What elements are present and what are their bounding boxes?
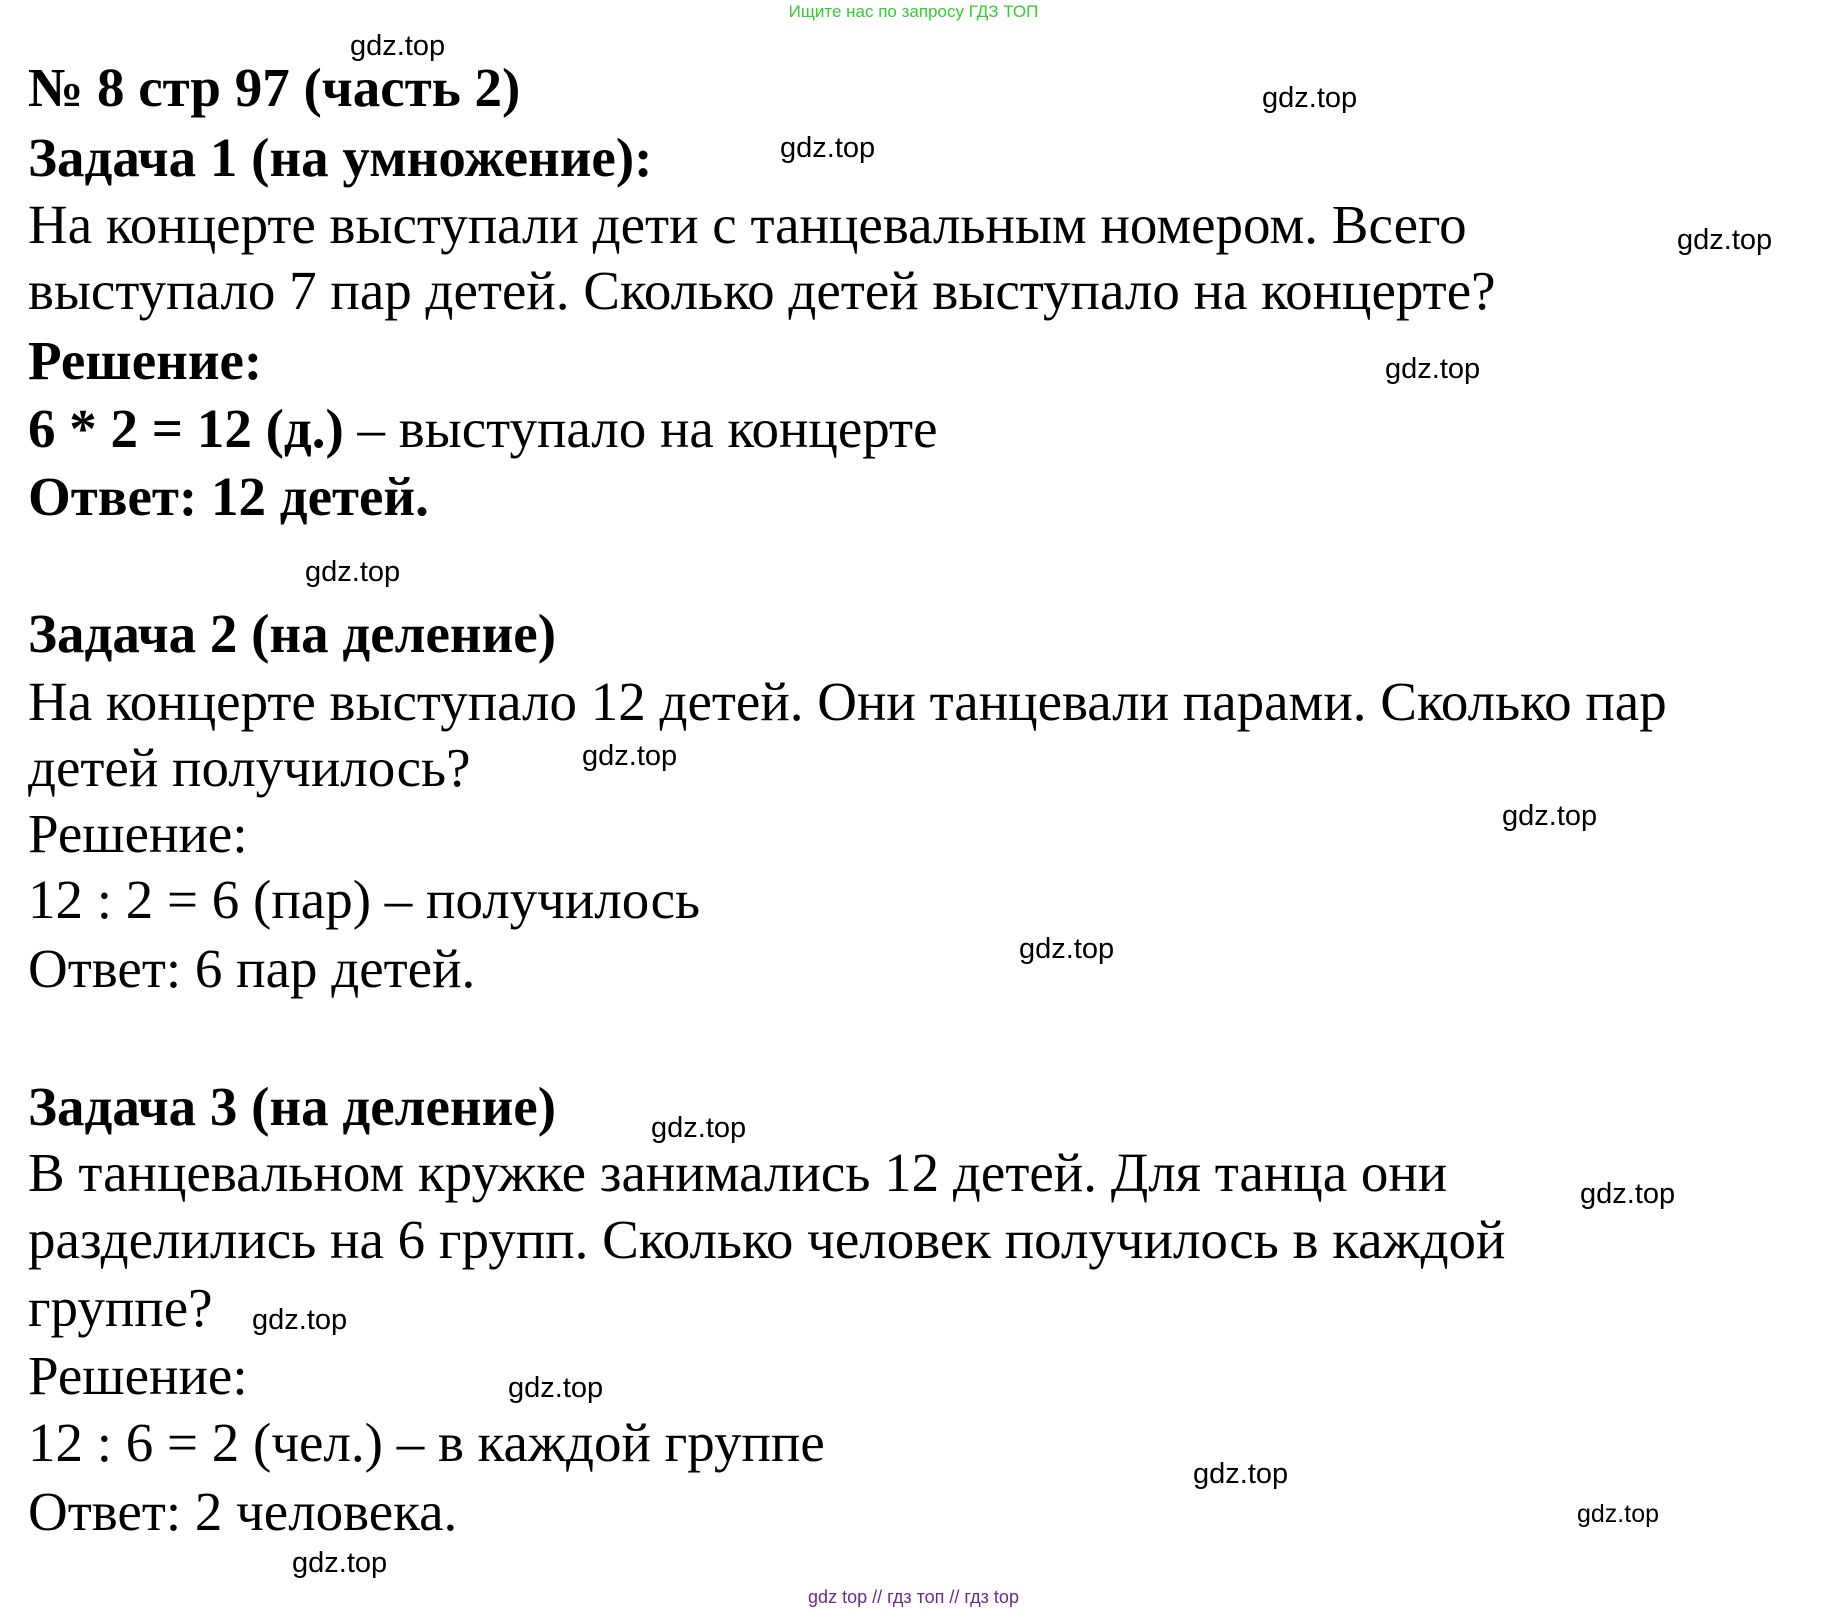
task1-text-line1: На концерте выступали дети с танцевальным номером. Всего [28, 194, 1467, 255]
task3-heading: Задача 3 (на деление) [28, 1076, 557, 1137]
task3-solution-label: Решение: [28, 1345, 248, 1406]
watermark: gdz.top [1019, 933, 1115, 965]
task2-text-line2: детей получилось? [28, 737, 471, 798]
task3-answer: Ответ: 2 человека. [28, 1481, 458, 1542]
task1-solution [28, 396, 938, 462]
watermark: gdz.top [292, 1547, 388, 1579]
watermark: gdz.top [582, 740, 678, 772]
top-banner: Ищите нас по запросу ГДЗ ТОП [788, 2, 1039, 21]
task1-solution-label: Решение: [28, 330, 263, 391]
task2-text-line1: На концерте выступало 12 детей. Они танцевали парами. Сколько пар [28, 671, 1667, 732]
watermark: gdz.top [651, 1112, 747, 1144]
task1-heading: Задача 1 (на умножение): [28, 127, 653, 188]
task3-text-line1: В танцевальном кружке занимались 12 детей. Для танца они [28, 1142, 1448, 1203]
watermark: gdz.top [305, 556, 401, 588]
watermark: gdz.top [1193, 1458, 1289, 1490]
page-title: № 8 стр 97 (часть 2) [28, 57, 521, 118]
task2-answer: Ответ: 6 пар детей. [28, 938, 476, 999]
watermark: gdz.top [1502, 800, 1598, 832]
task1-solution-expr: 6 * 2 = 12 (д.) [28, 398, 344, 459]
task2-heading: Задача 2 (на деление) [28, 603, 557, 664]
task2-solution-label: Решение: [28, 803, 248, 864]
task1-solution-rest: – выступало на концерте [343, 398, 938, 459]
task3-solution: 12 : 6 = 2 (чел.) – в каждой группе [28, 1412, 825, 1473]
watermark: gdz.top [1385, 353, 1481, 385]
watermark: gdz.top [1262, 82, 1358, 114]
watermark: gdz.top [1580, 1178, 1676, 1210]
watermark: gdz.top [252, 1304, 348, 1336]
task3-text-line2: разделились на 6 групп. Сколько человек получилось в каждой [28, 1209, 1506, 1270]
watermark: gdz.top [1677, 224, 1773, 256]
watermark: gdz.top [780, 132, 876, 164]
footer-watermark: gdz top // гдз топ // гдз top [808, 1587, 1019, 1607]
watermark: gdz.top [508, 1372, 604, 1404]
watermark: gdz.top [350, 30, 446, 62]
task1-answer: Ответ: 12 детей. [28, 466, 429, 527]
watermark: gdz.top [1577, 1500, 1660, 1528]
task2-solution: 12 : 2 = 6 (пар) – получилось [28, 869, 701, 930]
task3-text-line3: группе? [28, 1277, 213, 1338]
task1-text-line2: выступало 7 пар детей. Сколько детей выступало на концерте? [28, 260, 1496, 321]
